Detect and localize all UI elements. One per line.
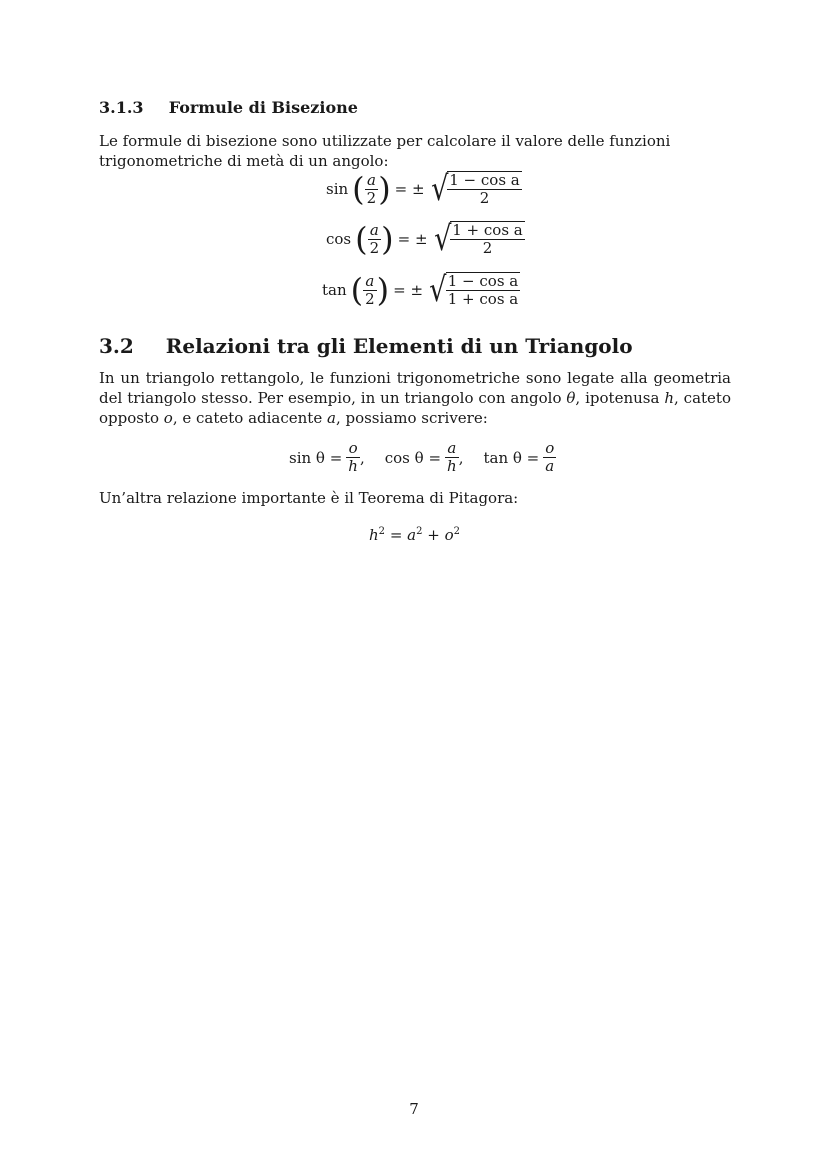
pythagoras-paragraph: Un’altra relazione importante è il Teorema di Pitagora: (99, 489, 519, 507)
pythagoras-formula: $h^2 = a^2 + o^2$ (369, 526, 460, 544)
fn-label: cos (326, 230, 352, 248)
sqrt-numerator: 1 − cos a (447, 272, 519, 290)
intro-paragraph: Le formule di bisezione sono utilizzate per calcolare il valore delle funzioni trigonometriche di metà di un angolo: (99, 132, 671, 170)
sqrt-denominator: 2 (482, 239, 493, 257)
subsection-number: 3.1.3 (99, 98, 144, 117)
sqrt-denominator: 1 + cos a (447, 290, 519, 308)
sqrt-numerator: 1 − cos a (449, 171, 520, 189)
subsection-title: Formule di Bisezione (168, 98, 358, 117)
triangle-paragraph: In un triangolo rettangolo, le funzioni trigonometriche sono legate alla geometria del triangolo stesso. Per esempio, in un triangolo con angolo θ, ipotenusa h, cateto opposto o, e cateto adiacente a, possiamo scrivere: (99, 369, 731, 427)
ratio-formulas: sin θ = $\frac{o}{h}$ , cos θ = $\frac{a}{h}$ , tan θ = $\frac{o}{a}$ (289, 439, 555, 475)
fn-label: tan (322, 281, 347, 299)
cos-lhs: cos θ = (384, 448, 442, 467)
section-title: Relazioni tra gli Elementi di un Triangolo (165, 334, 633, 358)
subsection-heading (99, 98, 358, 117)
section-heading (99, 334, 633, 358)
formula-tan-half: tan ( $\frac{a}{2}$ ) = ± √ $\frac{\text{1 − cos a}}{\text{1 + cos a}}$ (322, 270, 519, 310)
sqrt-denominator: 2 (479, 189, 490, 207)
page-number: 7 (409, 1100, 419, 1118)
section-number: 3.2 (99, 334, 134, 358)
sqrt-numerator: 1 + cos a (452, 221, 523, 239)
formula-cos-half: cos ( $\frac{a}{2}$ ) = ± √ $\frac{\text{1 + cos a}}{2}$ (326, 219, 523, 259)
sin-lhs: sin θ = (289, 448, 343, 467)
tan-lhs: tan θ = (483, 448, 540, 467)
formula-sin-half: sin ( $\frac{a}{2}$ ) = ± √ $\frac{\text{1 − cos a}}{2}$ (326, 169, 520, 209)
fn-label: sin (326, 180, 349, 198)
